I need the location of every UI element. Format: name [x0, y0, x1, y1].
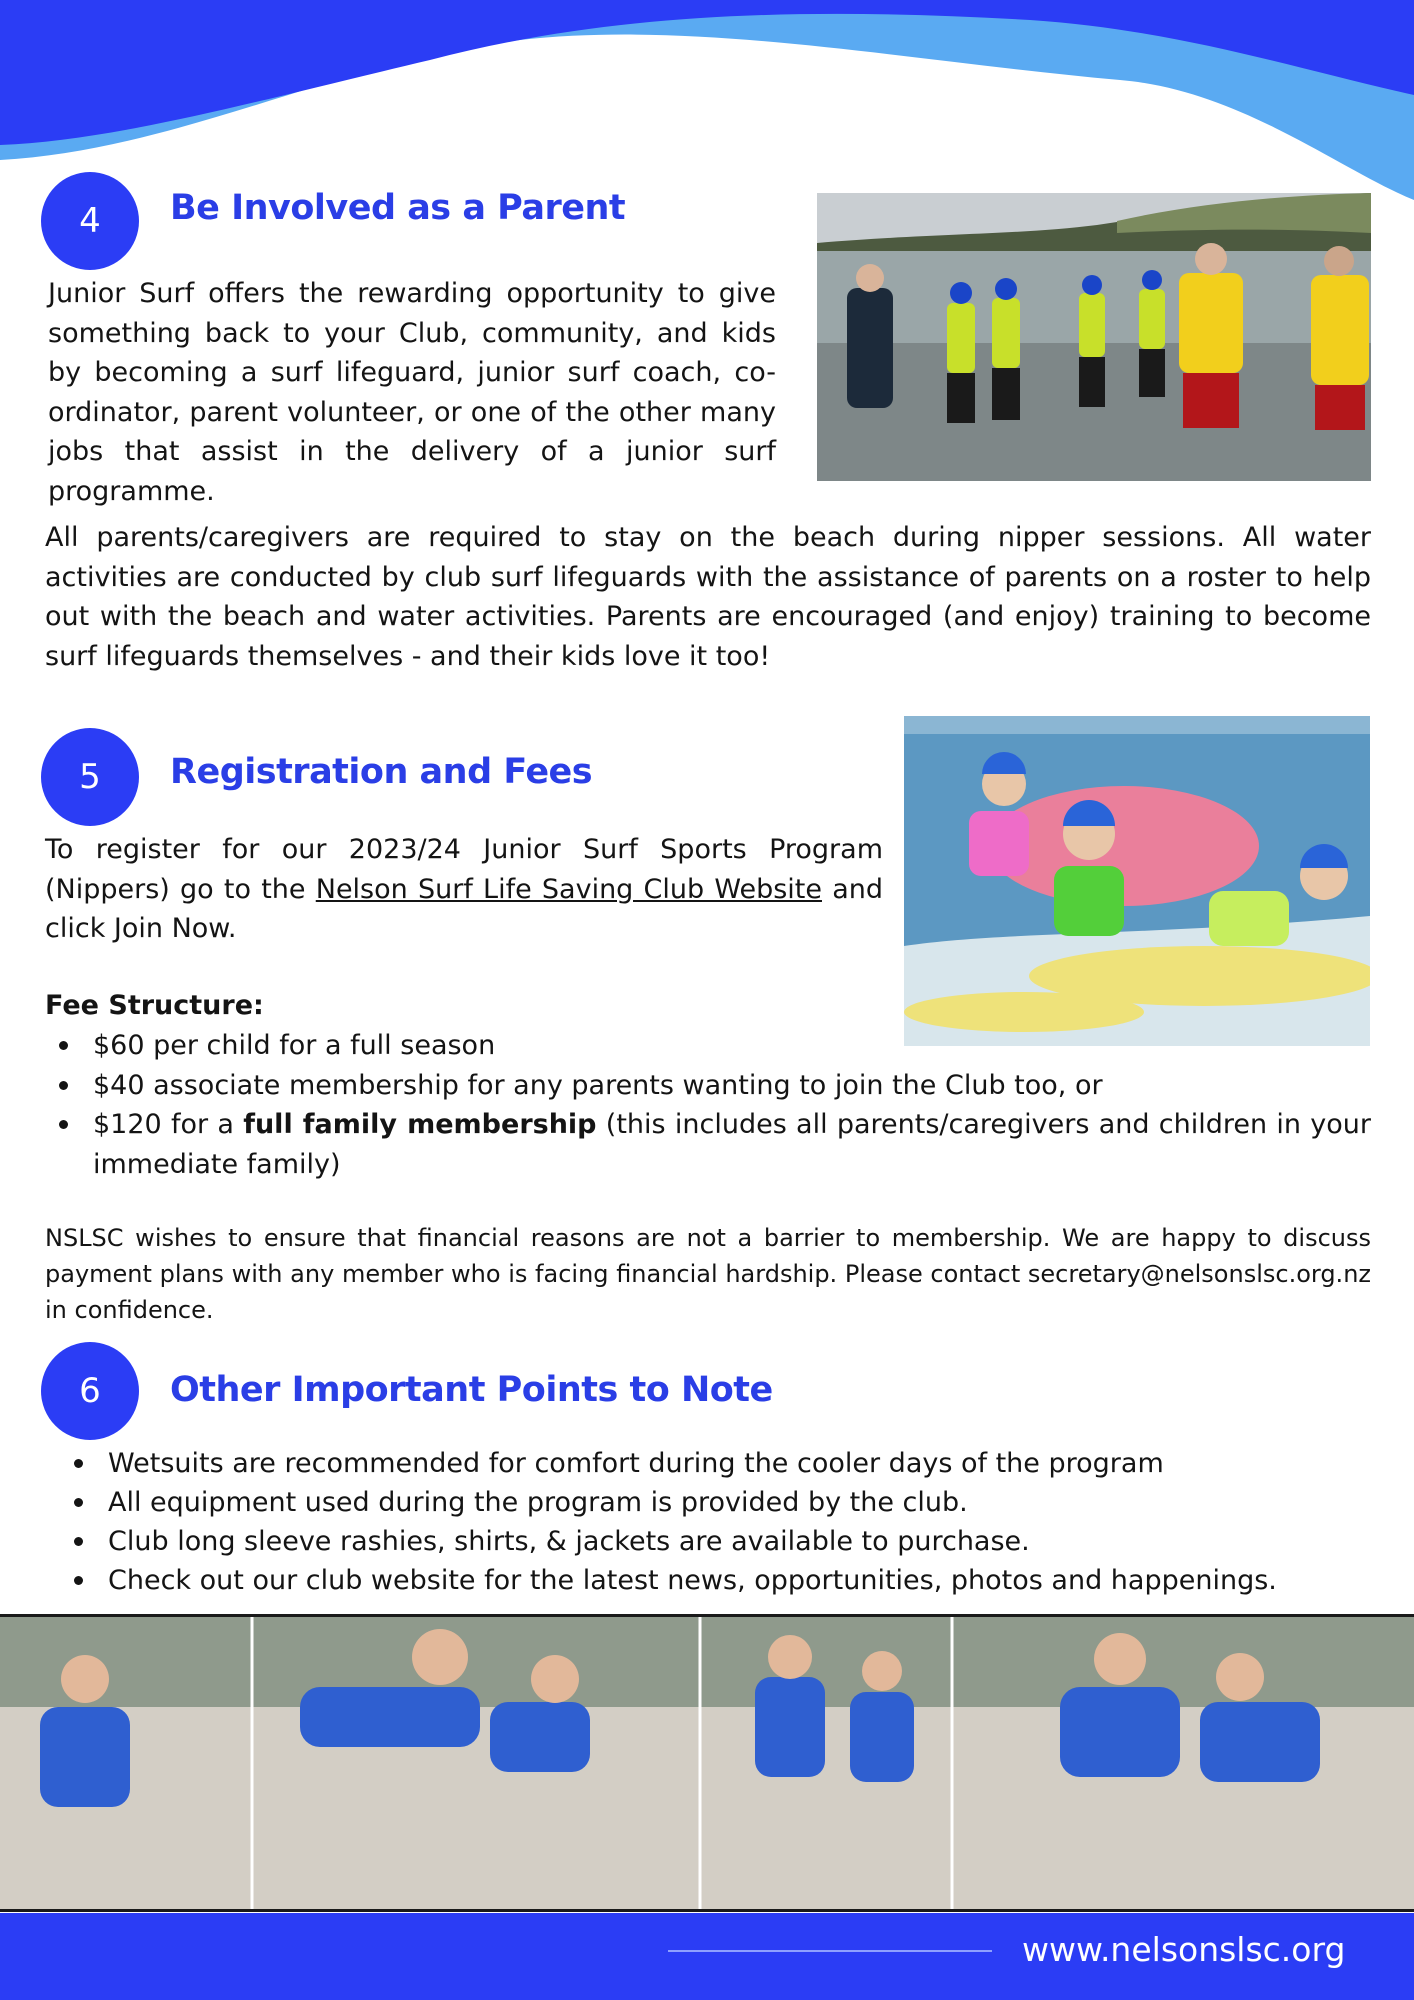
- section-5-intro-before: To register for our 2023/24 Junior Surf Sports Program (Nippers) go to the: [45, 834, 883, 905]
- notes-list: [60, 1444, 1370, 1600]
- section-4-paragraph: All parents/caregivers are required to stay on the beach during nipper sessions. All water activities are conducted by club surf lifeguards with the assistance of parents on a roster to help out with the beach and water activities. Parents are encouraged (and enjoy) training to become surf lifeguards themselves - and their kids love it too!: [45, 522, 1371, 672]
- fee-item-text: $120 for a: [93, 1109, 244, 1140]
- hardship-note: NSLSC wishes to ensure that financial reasons are not a barrier to membership. We are happy to discuss payment plans with any member who is facing financial hardship. Please contact secretary@nelsonslsc.org.nz in confidence.: [45, 1224, 1371, 1324]
- beach-flags-photo-strip: [0, 1614, 1414, 1912]
- fee-structure-heading: Fee Structure:: [45, 990, 264, 1021]
- header-wave: [0, 0, 1414, 210]
- footer-divider: [668, 1950, 992, 1952]
- note-item: [60, 1444, 1370, 1483]
- fee-item-text-after: (this includes all parents/caregivers and children in your immediate family): [93, 1109, 1371, 1180]
- footer-website-link[interactable]: www.nelsonslsc.org: [1022, 1930, 1346, 1969]
- section-4-intro: Junior Surf offers the rewarding opportunity to give something back to your Club, community, and kids by becoming a surf lifeguard, junior surf coach, co-ordinator, parent volunteer, or one of the other many jobs that assist in the delivery of a junior surf programme.: [48, 278, 776, 507]
- fee-item: [45, 1026, 1371, 1066]
- section-5-number: 5: [41, 728, 139, 826]
- section-5-intro-after: and click Join Now.: [45, 873, 883, 944]
- note-item: [60, 1483, 1370, 1522]
- note-item: [60, 1522, 1370, 1561]
- section-4-number: 4: [41, 172, 139, 270]
- fee-item-text: $60 per child for a full season: [93, 1030, 496, 1061]
- club-website-link[interactable]: Nelson Surf Life Saving Club Website: [315, 873, 822, 905]
- fee-item: [45, 1105, 1371, 1184]
- note-item: [60, 1561, 1370, 1600]
- section-5-intro: [45, 830, 883, 949]
- kids-bodyboard-photo: [904, 716, 1370, 1046]
- note-item-text: Wetsuits are recommended for comfort during the cooler days of the program: [108, 1448, 1164, 1479]
- note-item-text: All equipment used during the program is provided by the club.: [108, 1487, 968, 1518]
- section-5-heading: Registration and Fees: [170, 752, 593, 792]
- fee-list: [45, 1026, 1371, 1184]
- fee-item-bold: full family membership: [243, 1109, 597, 1140]
- section-4-heading: Be Involved as a Parent: [170, 188, 626, 228]
- note-item-text: Check out our club website for the latest news, opportunities, photos and happenings.: [108, 1565, 1277, 1596]
- lifeguards-beach-photo: [817, 193, 1371, 481]
- section-6-heading: Other Important Points to Note: [170, 1370, 773, 1410]
- note-item-text: Club long sleeve rashies, shirts, & jackets are available to purchase.: [108, 1526, 1030, 1557]
- fee-item-text: $40 associate membership for any parents wanting to join the Club too, or: [93, 1069, 1103, 1101]
- fee-item: [45, 1066, 1371, 1106]
- section-6-number: 6: [41, 1342, 139, 1440]
